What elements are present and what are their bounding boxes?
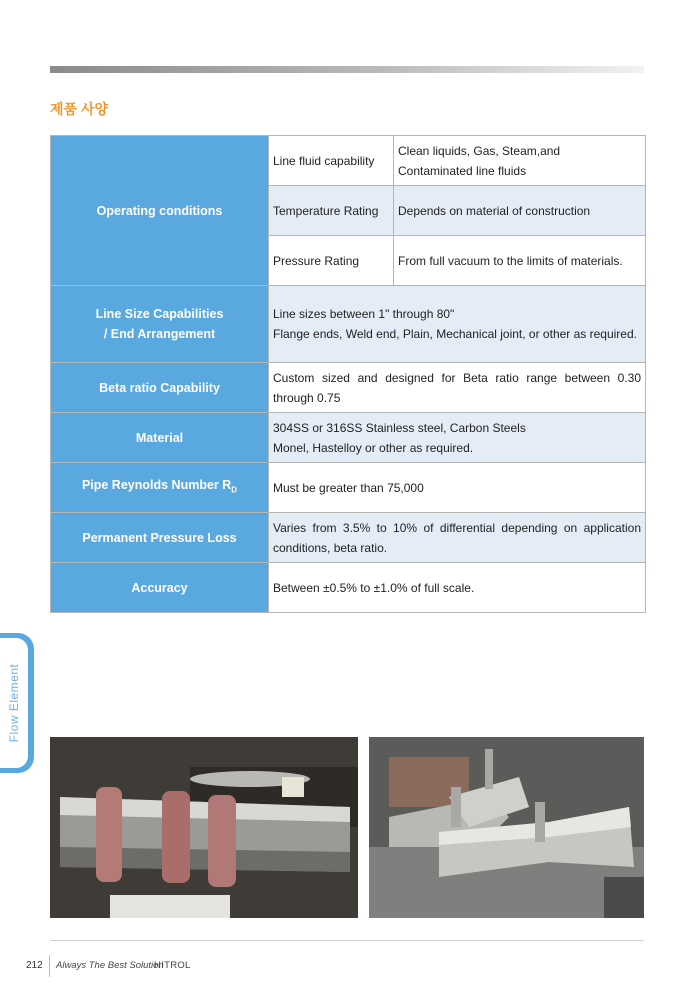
line-size-value xyxy=(269,286,646,363)
side-tab xyxy=(0,633,34,773)
accuracy-label: Accuracy xyxy=(51,563,269,613)
pressure-value: From full vacuum to the limits of materials. xyxy=(394,236,646,286)
line-size-label-line-1: Line Size Capabilities xyxy=(95,307,224,321)
pressure-label: Pressure Rating xyxy=(269,236,394,286)
line-size-value-line-1: Line sizes between 1" through 80" xyxy=(273,307,455,321)
side-tab-label: Flow Element xyxy=(7,663,21,743)
footer-slogan: Always The Best Solution xyxy=(56,960,164,971)
accuracy-value: Between ±0.5% to ±1.0% of full scale. xyxy=(269,563,646,613)
pressure-loss-label: Permanent Pressure Loss xyxy=(51,513,269,563)
flow-element-photo-venturi xyxy=(369,737,644,918)
material-value-line-1: 304SS or 316SS Stainless steel, Carbon Steels xyxy=(273,420,526,435)
temperature-value: Depends on material of construction xyxy=(394,186,646,236)
temperature-label: Temperature Rating xyxy=(269,186,394,236)
line-size-label-line-2: / End Arrangement xyxy=(103,327,216,341)
material-value xyxy=(269,413,646,463)
material-label: Material xyxy=(51,413,269,463)
line-fluid-value-line-2: Contaminated line fluids xyxy=(398,163,527,178)
line-size-value-line-2: Flange ends, Weld end, Plain, Mechanical joint, or other as required. xyxy=(273,327,637,341)
pressure-loss-value: Varies from 3.5% to 10% of differential depending on application conditions, beta ratio. xyxy=(269,513,646,563)
page-number: 212 xyxy=(26,960,43,971)
reynolds-label-text: Pipe Reynolds Number R xyxy=(81,477,232,492)
footer-brand: HITROL xyxy=(154,960,191,971)
reynolds-label xyxy=(51,463,269,513)
line-size-label xyxy=(51,286,269,363)
flow-element-photo-heating xyxy=(50,737,358,918)
operating-conditions-label: Operating conditions xyxy=(51,136,269,286)
spec-table xyxy=(50,135,646,613)
section-title: 제품 사양 xyxy=(50,101,108,117)
reynolds-value: Must be greater than 75,000 xyxy=(269,463,646,513)
beta-ratio-label: Beta ratio Capability xyxy=(51,363,269,413)
line-fluid-label: Line fluid capability xyxy=(269,136,394,186)
beta-ratio-value: Custom sized and designed for Beta ratio range between 0.30 through 0.75 xyxy=(269,363,646,413)
top-gradient-bar xyxy=(50,66,644,73)
reynolds-label-subscript: D xyxy=(231,485,238,495)
venturi-tubes-illustration xyxy=(369,737,644,918)
line-fluid-value-line-1: Clean liquids, Gas, Steam,and xyxy=(398,143,561,158)
footer-rule xyxy=(50,940,644,941)
pipe-heating-illustration xyxy=(50,737,358,918)
footer-separator xyxy=(49,955,50,977)
material-value-line-2: Monel, Hastelloy or other as required. xyxy=(273,440,474,455)
line-fluid-value xyxy=(394,136,646,186)
